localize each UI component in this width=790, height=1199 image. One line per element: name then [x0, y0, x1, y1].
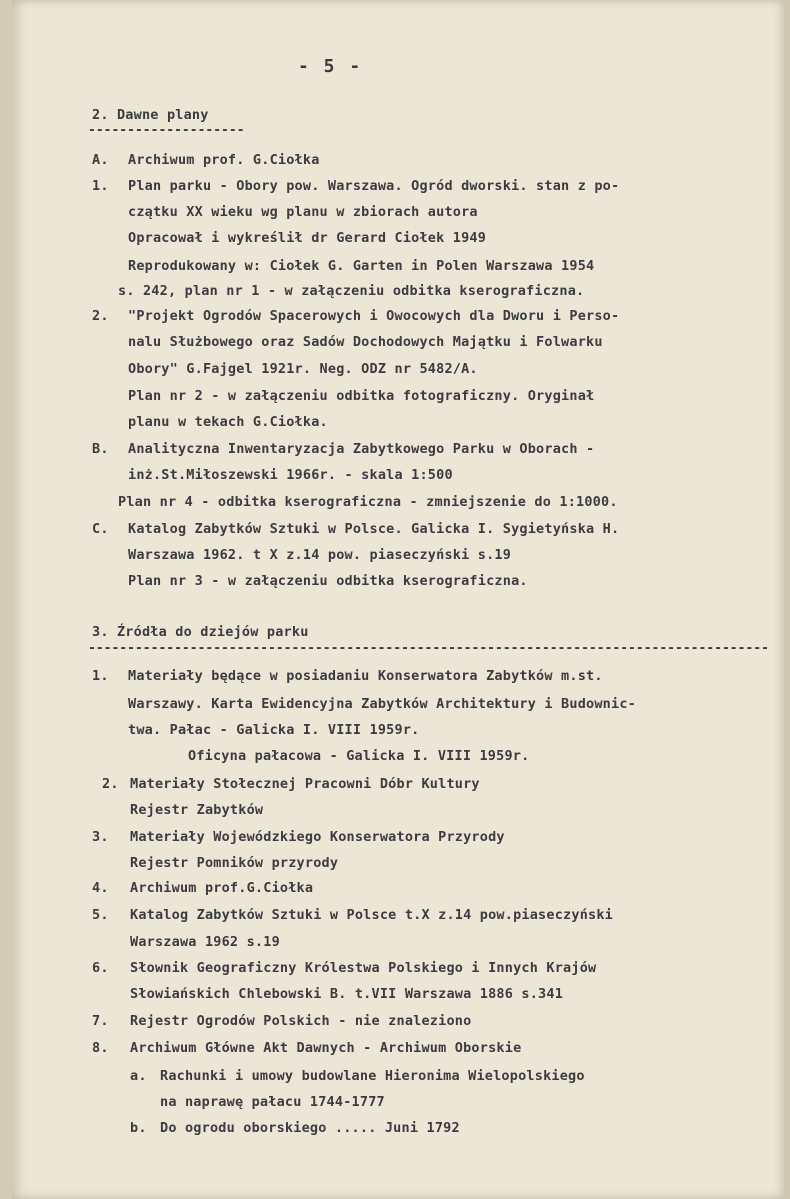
source-2-line: Materiały Stołecznej Pracowni Dóbr Kultury: [130, 776, 480, 792]
subsection-a-label: A.: [92, 152, 109, 168]
source-6-number: 6.: [92, 960, 109, 976]
source-8a-line: na naprawę pałacu 1744-1777: [160, 1094, 385, 1110]
source-2-line: Rejestr Zabytków: [130, 802, 264, 818]
a-item-2-line: Plan nr 2 - w załączeniu odbitka fotograficzny. Oryginał: [128, 388, 595, 404]
source-5-line: Katalog Zabytków Sztuki w Polsce t.X z.14 pow.piaseczyński: [130, 907, 614, 923]
page-edge-left: [0, 0, 12, 1199]
subsection-c-line: Plan nr 3 - w załączeniu odbitka kserograficzna.: [128, 573, 528, 589]
section-2-heading: 2. Dawne plany: [92, 107, 209, 123]
page-number: - 5 -: [298, 56, 363, 77]
a-item-1-line: czątku XX wieku wg planu w zbiorach autora: [128, 204, 478, 220]
section-3-heading: 3. Źródła do dziejów parku: [92, 624, 309, 640]
source-8a-label: a.: [130, 1068, 147, 1084]
source-1-line: Materiały będące w posiadaniu Konserwatora Zabytków m.st.: [128, 668, 603, 684]
source-5-number: 5.: [92, 907, 109, 923]
subsection-c-line: Warszawa 1962. t X z.14 pow. piaseczyński s.19: [128, 547, 512, 563]
section-2-underline: --------------------: [88, 123, 245, 138]
source-8b-line: Do ogrodu oborskiego ..... Juni 1792: [160, 1120, 460, 1136]
subsection-b-line: Plan nr 4 - odbitka kserograficzna - zmniejszenie do 1:1000.: [118, 494, 618, 510]
page-edge-right: [784, 0, 790, 1199]
subsection-b-line: Analityczna Inwentaryzacja Zabytkowego Parku w Oborach -: [128, 441, 595, 457]
a-item-2-number: 2.: [92, 308, 109, 324]
subsection-b-label: B.: [92, 441, 109, 457]
source-3-line: Materiały Wojewódzkiego Konserwatora Przyrody: [130, 829, 505, 845]
a-item-2-line: "Projekt Ogrodów Spacerowych i Owocowych dla Dworu i Perso-: [128, 308, 620, 324]
a-item-1-number: 1.: [92, 178, 109, 194]
a-item-2-line: Obory" G.Fajgel 1921r. Neg. ODZ nr 5482/A.: [128, 361, 478, 377]
source-1-line: Warszawy. Karta Ewidencyjna Zabytków Architektury i Budownic-: [128, 696, 636, 712]
source-4-number: 4.: [92, 880, 109, 896]
a-item-2-line: nalu Służbowego oraz Sadów Dochodowych Majątku i Folwarku: [128, 334, 603, 350]
source-6-line: Słowiańskich Chlebowski B. t.VII Warszawa 1886 s.341: [130, 986, 564, 1002]
source-7-number: 7.: [92, 1013, 109, 1029]
source-1-line: Oficyna pałacowa - Galicka I. VIII 1959r.: [188, 748, 530, 764]
a-item-1-line: Reprodukowany w: Ciołek G. Garten in Polen Warszawa 1954: [128, 258, 595, 274]
a-item-1-line: s. 242, plan nr 1 - w załączeniu odbitka kserograficzna.: [118, 283, 585, 299]
source-3-line: Rejestr Pomników przyrody: [130, 855, 339, 871]
source-8-number: 8.: [92, 1040, 109, 1056]
source-1-number: 1.: [92, 668, 109, 684]
source-3-number: 3.: [92, 829, 109, 845]
a-item-1-line: Plan parku - Obory pow. Warszawa. Ogród dworski. stan z po-: [128, 178, 620, 194]
source-1-line: twa. Pałac - Galicka I. VIII 1959r.: [128, 722, 420, 738]
section-3-underline: ---------------------------------------------------------------------------------------: [88, 641, 769, 656]
source-4-line: Archiwum prof.G.Ciołka: [130, 880, 314, 896]
subsection-c-label: C.: [92, 521, 109, 537]
source-8a-line: Rachunki i umowy budowlane Hieronima Wielopolskiego: [160, 1068, 585, 1084]
source-2-number: 2.: [102, 776, 119, 792]
a-item-2-line: planu w tekach G.Ciołka.: [128, 414, 328, 430]
source-5-line: Warszawa 1962 s.19: [130, 934, 280, 950]
subsection-a-title: Archiwum prof. G.Ciołka: [128, 152, 320, 168]
subsection-c-line: Katalog Zabytków Sztuki w Polsce. Galicka I. Sygietyńska H.: [128, 521, 620, 537]
a-item-1-line: Opracował i wykreślił dr Gerard Ciołek 1949: [128, 230, 487, 246]
source-8-line: Archiwum Główne Akt Dawnych - Archiwum Oborskie: [130, 1040, 522, 1056]
source-8b-label: b.: [130, 1120, 147, 1136]
source-6-line: Słownik Geograficzny Królestwa Polskiego i Innych Krajów: [130, 960, 597, 976]
subsection-b-line: inż.St.Miłoszewski 1966r. - skala 1:500: [128, 467, 453, 483]
source-7-line: Rejestr Ogrodów Polskich - nie znaleziono: [130, 1013, 472, 1029]
